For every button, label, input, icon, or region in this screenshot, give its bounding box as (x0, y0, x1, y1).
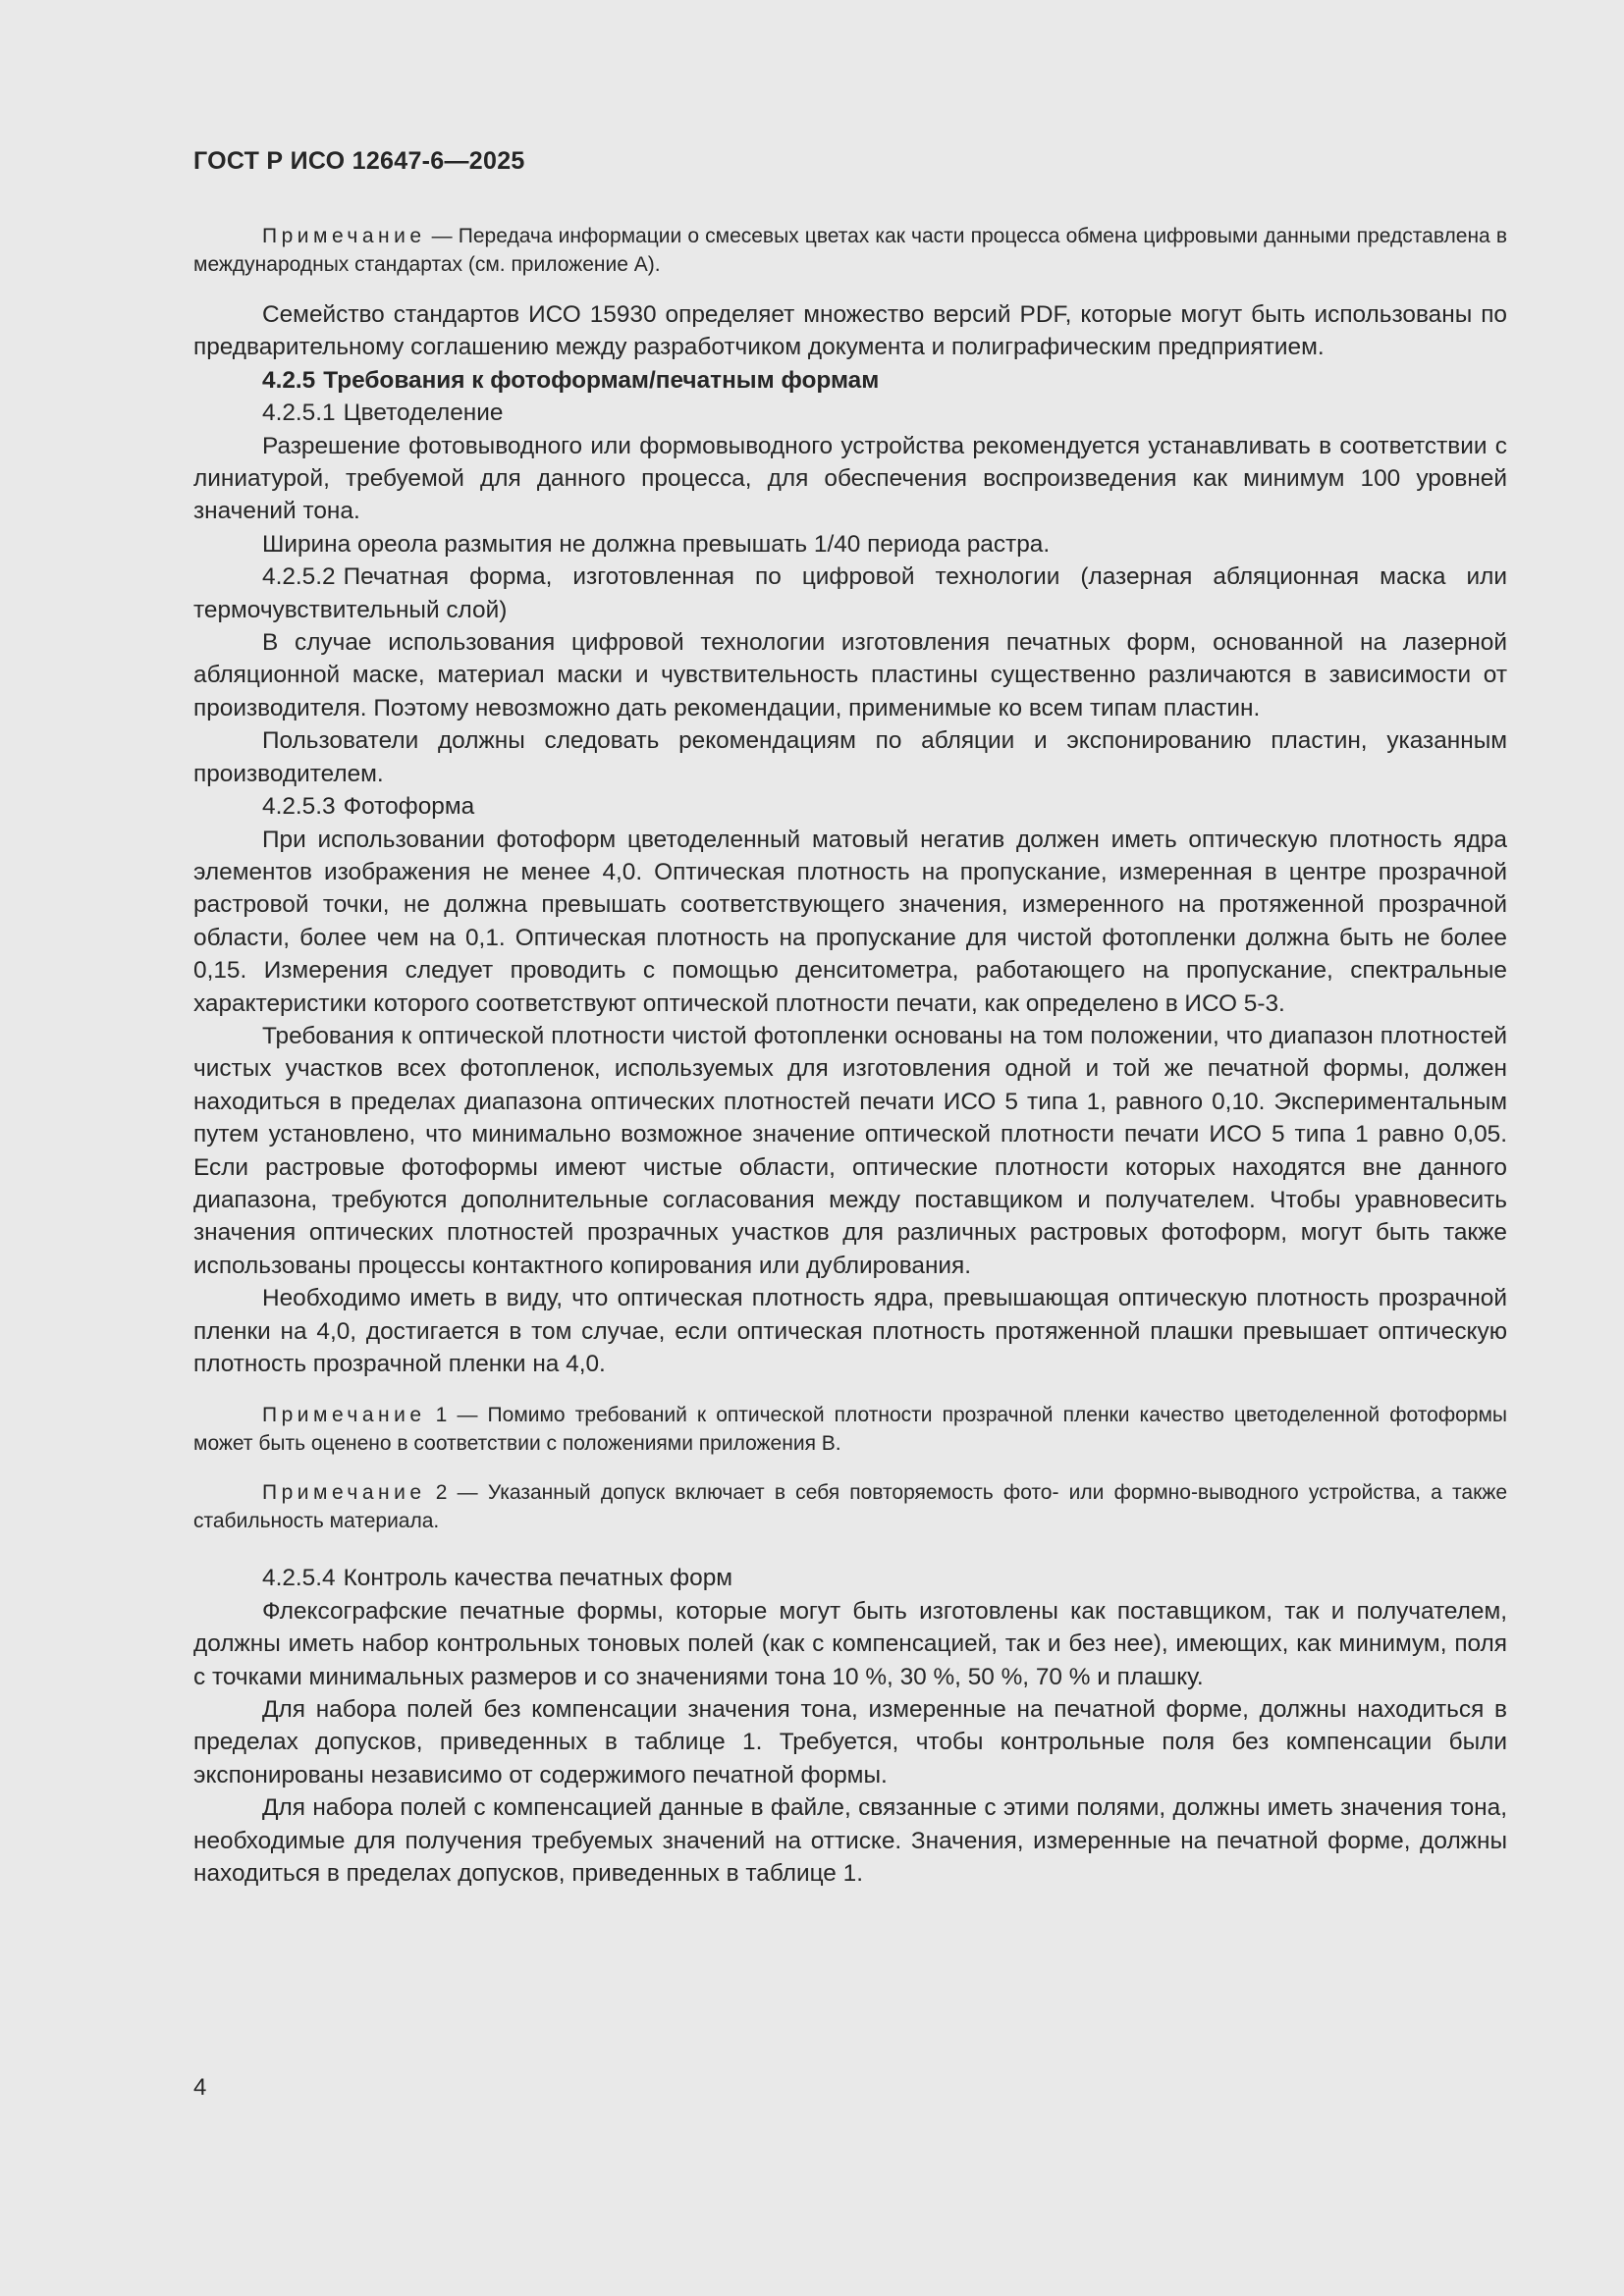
paragraph: Для набора полей с компенсацией данные в файле, связанные с этими полями, должны иметь значения тона, необходимые для получения требуемых значений на оттиске. Значения, измеренные на печатной форме, должны находиться в пределах допусков, приведенных в таблице 1. (193, 1794, 1507, 1888)
subsection-heading-4-2-5-2 (193, 561, 1507, 626)
note-label: Примечание (262, 1481, 426, 1505)
paragraph: Требования к оптической плотности чистой фотопленки основаны на том положении, что диапазон плотностей чистых участков всех фотопленок, используемых для изготовления одной и той же печатной формы, должен находиться в пределах диапазона оптических плотностей печати ИСО 5 типа 1, равного 0,10. Экспериментальным путем установлено, что минимально возможное значение оптической плотности печати ИСО 5 типа 1 равно 0,05. Если растровые фотоформы имеют чистые области, оптические плотности которых находятся вне данного диапазона, требуются дополнительные согласования между поставщиком и получателем. Чтобы уравновесить значения оптических плотностей прозрачных участков для различных растровых фотоформ, могут быть также использованы процессы контактного копирования или дублирования. (193, 1022, 1507, 1279)
paragraph-pdf: Семейство стандартов ИСО 15930 определяет множество версий PDF, которые могут быть использованы по предварительному соглашению между разработчиком документа и полиграфическим предприятием. (193, 301, 1507, 361)
section-number: 4.2.5.2 (262, 563, 336, 591)
paragraph: Разрешение фотовыводного или формовыводного устройства рекомендуется устанавливать в соответствии с линиатурой, требуемой для данного процесса, для обеспечения воспроизведения как минимум 100 уровней значений тона. (193, 432, 1507, 525)
section-heading-4-2-5 (193, 364, 1507, 397)
note-2 (193, 1478, 1507, 1535)
section-title: Фотоформа (343, 793, 475, 821)
paragraph: Ширина ореола размытия не должна превышать 1/40 периода растра. (262, 530, 1051, 558)
section-number: 4.2.5 (262, 366, 316, 394)
note-label: Примечание (262, 1404, 426, 1427)
standard-header: ГОСТ Р ИСО 12647-6—2025 (193, 147, 525, 175)
note-text: — Передача информации о смесевых цветах как части процесса обмена цифровыми данными представлена в международных стандартах (см. приложение А). (193, 225, 1507, 276)
document-body (193, 222, 1507, 1890)
subsection-heading-4-2-5-1 (193, 397, 1507, 429)
paragraph: Необходимо иметь в виду, что оптическая плотность ядра, превышающая оптическую плотность прозрачной пленки на 4,0, достигается в том случае, если оптическая плотность протяженной плашки превышает оптическую плотность прозрачной пленки на 4,0. (193, 1285, 1507, 1377)
section-number: 4.2.5.3 (262, 793, 336, 821)
section-title: Контроль качества печатных форм (343, 1565, 733, 1592)
note-1 (193, 1401, 1507, 1458)
note-text: 2 — Указанный допуск включает в себя повторяемость фото- или формно-выводного устройства, а также стабильность материала. (193, 1481, 1507, 1533)
paragraph: При использовании фотоформ цветоделенный матовый негатив должен иметь оптическую плотность ядра элементов изображения не менее 4,0. Оптическая плотность на пропускание, измеренная в центре прозрачной растровой точки, не должна превышать соответствующего значения, измеренного на протяженной прозрачной области, более чем на 0,1. Оптическая плотность на пропускание для чистой фотопленки должна быть не более 0,15. Измерения следует проводить с помощью денситометра, работающего на пропускание, спектральные характеристики которого соответствуют оптической плотности печати, как определено в ИСО 5-3. (193, 826, 1507, 1017)
section-title: Печатная форма, изготовленная по цифровой технологии (лазерная абляционная маска или термочувствительный слой) (193, 563, 1507, 623)
note-intro (193, 222, 1507, 279)
note-text: 1 — Помимо требований к оптической плотности прозрачной пленки качество цветоделенной фотоформы может быть оценено в соответствии с положениями приложения В. (193, 1404, 1507, 1456)
paragraph: Флексографские печатные формы, которые могут быть изготовлены как поставщиком, так и получателем, должны иметь набор контрольных тоновых полей (как с компенсацией, так и без нее), имеющих, как минимум, поля с точками минимальных размеров и со значениями тона 10 %, 30 %, 50 %, 70 % и плашку. (193, 1597, 1507, 1690)
subsection-heading-4-2-5-4 (193, 1562, 1507, 1594)
paragraph: В случае использования цифровой технологии изготовления печатных форм, основанной на лазерной абляционной маске, материал маски и чувствительность пластины существенно различаются в зависимости от производителя. Поэтому невозможно дать рекомендации, применимые ко всем типам пластин. (193, 629, 1507, 721)
paragraph: Для набора полей без компенсации значения тона, измеренные на печатной форме, должны находиться в пределах допусков, приведенных в таблице 1. Требуется, чтобы контрольные поля без компенсации были экспонированы независимо от содержимого печатной формы. (193, 1696, 1507, 1789)
section-title: Цветоделение (343, 400, 504, 427)
section-title: Требования к фотоформам/печатным формам (323, 366, 880, 394)
section-number: 4.2.5.4 (262, 1565, 336, 1592)
paragraph: Пользователи должны следовать рекомендациям по абляции и экспонированию пластин, указанным производителем. (193, 727, 1507, 787)
page-number: 4 (193, 2074, 207, 2101)
note-label: Примечание (262, 225, 426, 247)
section-number: 4.2.5.1 (262, 400, 336, 427)
subsection-heading-4-2-5-3 (193, 790, 1507, 823)
